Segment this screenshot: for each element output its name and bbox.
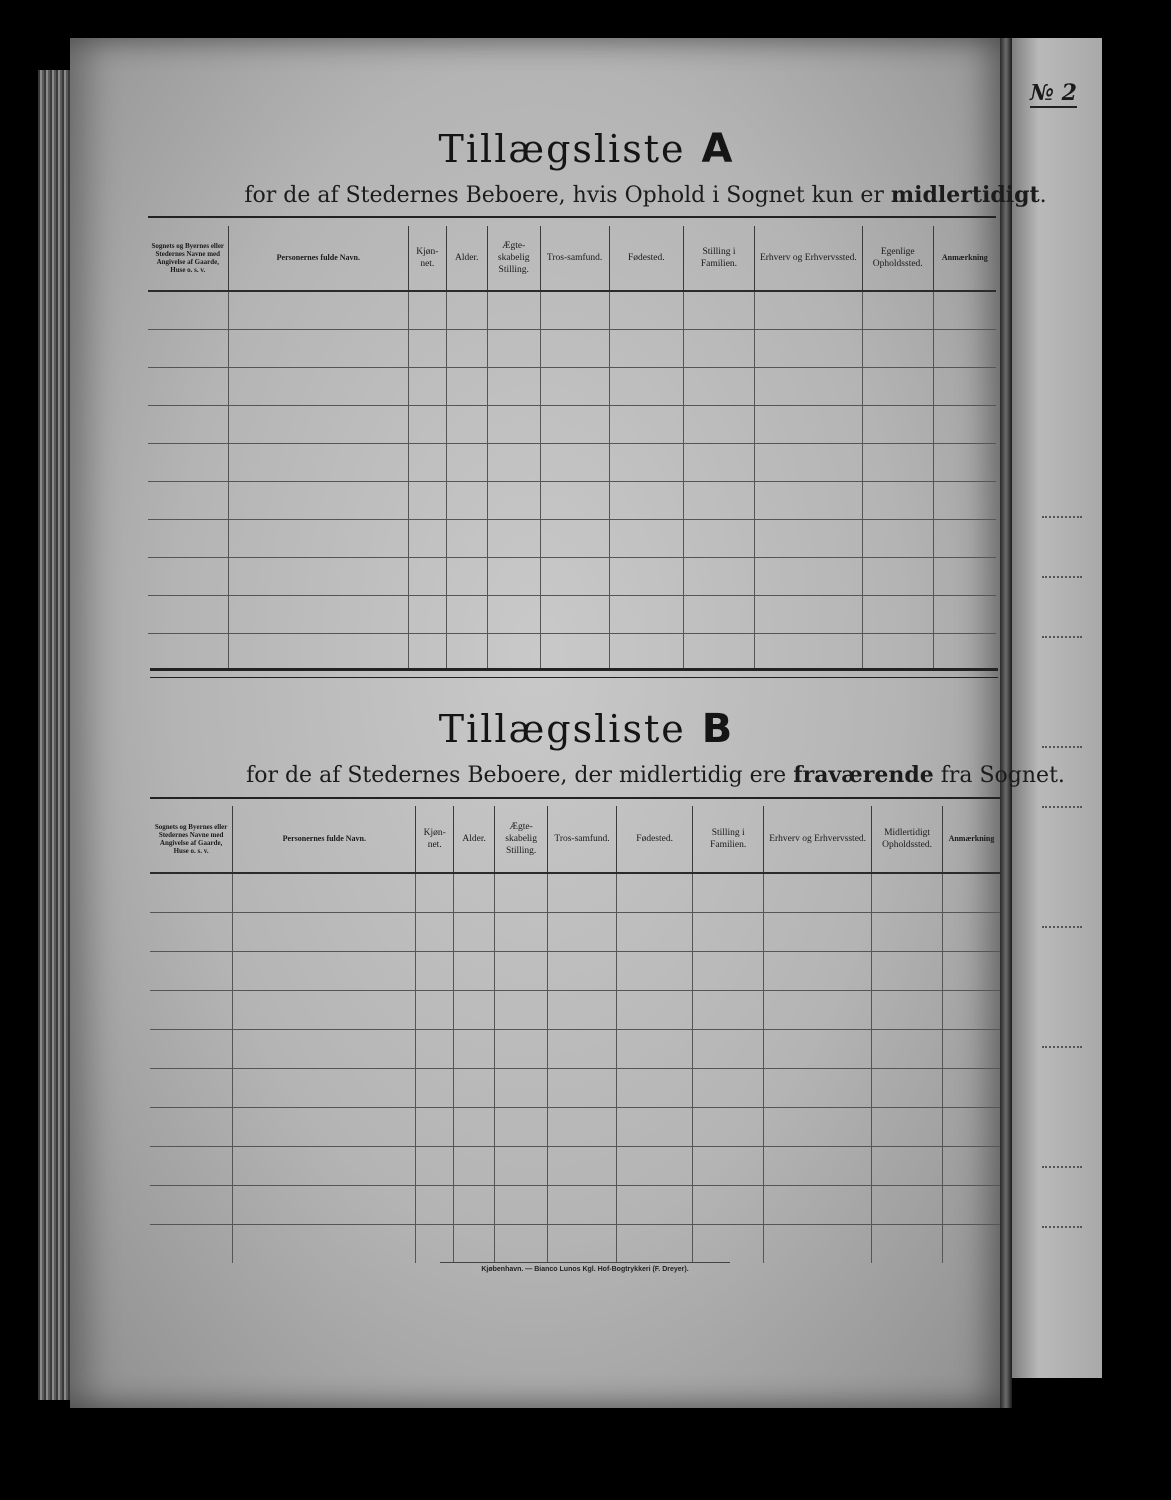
blank-cell — [409, 520, 447, 558]
blank-cell — [487, 406, 540, 444]
blank-cell — [693, 1030, 764, 1069]
blank-cell — [228, 444, 408, 482]
blank-cell — [233, 952, 416, 991]
blank-cell — [487, 634, 540, 672]
blank-cell — [454, 873, 495, 913]
blank-cell — [150, 1030, 233, 1069]
table-row — [148, 596, 996, 634]
blank-cell — [862, 634, 933, 672]
blank-cell — [487, 444, 540, 482]
blank-cell — [454, 1069, 495, 1108]
blank-cell — [409, 406, 447, 444]
blank-cell — [148, 330, 228, 368]
blank-cell — [487, 596, 540, 634]
blank-cell — [609, 520, 683, 558]
blank-cell — [454, 1186, 495, 1225]
blank-cell — [148, 444, 228, 482]
blank-cell — [148, 291, 228, 330]
blank-cell — [862, 482, 933, 520]
blank-cell — [540, 291, 609, 330]
blank-cell — [754, 406, 862, 444]
blank-cell — [446, 368, 487, 406]
blank-cell — [693, 1225, 764, 1264]
blank-cell — [148, 596, 228, 634]
blank-cell — [693, 873, 764, 913]
blank-cell — [409, 368, 447, 406]
column-header: Anmærkning — [942, 806, 1000, 873]
handwriting-mark — [1042, 918, 1082, 928]
list-a-top-rule — [148, 216, 996, 218]
blank-cell — [754, 558, 862, 596]
blank-cell — [228, 558, 408, 596]
blank-cell — [872, 873, 943, 913]
blank-cell — [454, 913, 495, 952]
blank-cell — [764, 1186, 872, 1225]
blank-cell — [409, 330, 447, 368]
blank-cell — [764, 873, 872, 913]
blank-cell — [540, 444, 609, 482]
blank-cell — [548, 1030, 617, 1069]
column-header: Alder. — [446, 226, 487, 291]
blank-cell — [233, 1030, 416, 1069]
list-b-table — [150, 806, 1000, 1263]
blank-cell — [609, 444, 683, 482]
list-a-subtitle: for de af Stedernes Beboere, hvis Ophold i Sognet kun er midlertidigt. — [244, 182, 1047, 208]
blank-cell — [764, 913, 872, 952]
blank-cell — [548, 913, 617, 952]
blank-cell — [487, 482, 540, 520]
list-a-bottom-rule-thin — [150, 677, 998, 678]
blank-cell — [942, 1069, 1000, 1108]
blank-cell — [446, 596, 487, 634]
blank-cell — [754, 444, 862, 482]
blank-cell — [684, 330, 755, 368]
blank-cell — [609, 558, 683, 596]
blank-cell — [617, 952, 693, 991]
blank-cell — [416, 991, 454, 1030]
blank-cell — [872, 913, 943, 952]
blank-cell — [228, 406, 408, 444]
blank-cell — [446, 444, 487, 482]
blank-cell — [446, 291, 487, 330]
blank-cell — [487, 330, 540, 368]
blank-cell — [862, 291, 933, 330]
list-b-subtitle: for de af Stedernes Beboere, der midlertidig ere fraværende fra Sognet. — [246, 762, 1065, 788]
column-header: Anmærkning — [933, 226, 996, 291]
blank-cell — [548, 1147, 617, 1186]
blank-cell — [454, 1030, 495, 1069]
blank-cell — [454, 991, 495, 1030]
blank-cell — [684, 482, 755, 520]
blank-cell — [862, 368, 933, 406]
table-row — [148, 558, 996, 596]
blank-cell — [446, 634, 487, 672]
list-b-title: Tillægsliste B — [438, 706, 733, 752]
blank-cell — [933, 634, 996, 672]
blank-cell — [942, 1030, 1000, 1069]
blank-cell — [228, 520, 408, 558]
list-b-top-rule — [150, 797, 1000, 799]
blank-cell — [540, 368, 609, 406]
blank-cell — [609, 482, 683, 520]
blank-cell — [693, 1147, 764, 1186]
blank-cell — [495, 1186, 548, 1225]
blank-cell — [754, 291, 862, 330]
blank-cell — [416, 873, 454, 913]
blank-cell — [495, 1069, 548, 1108]
column-header: Sognets og Byernes eller Stedernes Navne med Angivelse af Gaarde, Huse o. s. v. — [154, 823, 228, 855]
blank-cell — [862, 330, 933, 368]
blank-cell — [754, 596, 862, 634]
blank-cell — [148, 634, 228, 672]
blank-cell — [684, 444, 755, 482]
blank-cell — [933, 291, 996, 330]
blank-cell — [487, 520, 540, 558]
blank-cell — [150, 1147, 233, 1186]
column-header: Sognets og Byernes eller Stedernes Navne med Angivelse af Gaarde, Huse o. s. v. — [151, 242, 225, 274]
blank-cell — [409, 558, 447, 596]
blank-cell — [609, 596, 683, 634]
blank-cell — [942, 1225, 1000, 1264]
column-header: Personernes fulde Navn. — [228, 226, 408, 291]
blank-cell — [416, 1108, 454, 1147]
blank-cell — [495, 1108, 548, 1147]
column-header: Personernes fulde Navn. — [233, 806, 416, 873]
blank-cell — [446, 520, 487, 558]
blank-cell — [233, 873, 416, 913]
blank-cell — [148, 406, 228, 444]
blank-cell — [617, 1186, 693, 1225]
blank-cell — [454, 1147, 495, 1186]
column-header: Egenlige Opholdssted. — [862, 226, 933, 291]
blank-cell — [540, 482, 609, 520]
blank-cell — [872, 1108, 943, 1147]
handwriting-mark — [1042, 568, 1082, 578]
blank-cell — [942, 991, 1000, 1030]
blank-cell — [446, 330, 487, 368]
blank-cell — [495, 991, 548, 1030]
blank-cell — [617, 1069, 693, 1108]
blank-cell — [933, 368, 996, 406]
blank-cell — [933, 444, 996, 482]
printer-imprint: Kjøbenhavn. — Bianco Lunos Kgl. Hof-Bogtrykkeri (F. Dreyer). — [440, 1262, 730, 1273]
blank-cell — [487, 558, 540, 596]
blank-cell — [872, 991, 943, 1030]
table-row — [148, 330, 996, 368]
blank-cell — [233, 1069, 416, 1108]
blank-cell — [548, 1108, 617, 1147]
blank-cell — [495, 1225, 548, 1264]
blank-cell — [228, 291, 408, 330]
blank-cell — [754, 634, 862, 672]
column-header: Stilling i Familien. — [684, 226, 755, 291]
table-row — [148, 444, 996, 482]
blank-cell — [416, 1069, 454, 1108]
blank-cell — [416, 1147, 454, 1186]
blank-cell — [540, 558, 609, 596]
blank-cell — [764, 1108, 872, 1147]
table-row — [150, 952, 1000, 991]
blank-cell — [150, 1069, 233, 1108]
blank-cell — [409, 444, 447, 482]
blank-cell — [609, 291, 683, 330]
blank-cell — [150, 952, 233, 991]
blank-cell — [617, 991, 693, 1030]
blank-cell — [693, 913, 764, 952]
blank-cell — [548, 1069, 617, 1108]
blank-cell — [409, 596, 447, 634]
column-header: Tros-samfund. — [540, 226, 609, 291]
blank-cell — [495, 952, 548, 991]
handwriting-mark — [1042, 798, 1082, 808]
column-header: Alder. — [454, 806, 495, 873]
blank-cell — [495, 913, 548, 952]
blank-cell — [684, 558, 755, 596]
blank-cell — [495, 873, 548, 913]
blank-cell — [540, 520, 609, 558]
blank-cell — [684, 520, 755, 558]
table-row — [148, 368, 996, 406]
blank-cell — [150, 913, 233, 952]
handwriting-mark — [1042, 1158, 1082, 1168]
blank-cell — [684, 596, 755, 634]
blank-cell — [684, 634, 755, 672]
blank-cell — [684, 291, 755, 330]
blank-cell — [942, 1186, 1000, 1225]
blank-cell — [409, 291, 447, 330]
blank-cell — [933, 596, 996, 634]
list-a-title: Tillægsliste A — [438, 126, 733, 172]
blank-cell — [150, 1186, 233, 1225]
blank-cell — [487, 291, 540, 330]
table-row — [150, 1225, 1000, 1264]
column-header: Kjøn-net. — [416, 806, 454, 873]
blank-cell — [764, 1147, 872, 1186]
blank-cell — [409, 634, 447, 672]
blank-cell — [862, 596, 933, 634]
blank-cell — [693, 1069, 764, 1108]
blank-cell — [933, 558, 996, 596]
blank-cell — [233, 1108, 416, 1147]
blank-cell — [872, 1069, 943, 1108]
table-row — [148, 520, 996, 558]
column-header: Ægte-skabelig Stilling. — [487, 226, 540, 291]
handwriting-mark — [1042, 1218, 1082, 1228]
blank-cell — [872, 1225, 943, 1264]
blank-cell — [764, 1030, 872, 1069]
blank-cell — [942, 873, 1000, 913]
table-row — [150, 1108, 1000, 1147]
blank-cell — [416, 913, 454, 952]
blank-cell — [495, 1147, 548, 1186]
blank-cell — [228, 596, 408, 634]
blank-cell — [693, 1108, 764, 1147]
blank-cell — [148, 368, 228, 406]
column-header: Fødested. — [609, 226, 683, 291]
blank-cell — [872, 1147, 943, 1186]
blank-cell — [617, 873, 693, 913]
blank-cell — [548, 1186, 617, 1225]
blank-cell — [228, 330, 408, 368]
blank-cell — [872, 1186, 943, 1225]
table-row — [150, 991, 1000, 1030]
blank-cell — [150, 1108, 233, 1147]
blank-cell — [754, 330, 862, 368]
blank-cell — [693, 991, 764, 1030]
blank-cell — [540, 330, 609, 368]
table-row — [150, 873, 1000, 913]
blank-cell — [409, 482, 447, 520]
table-row — [150, 1147, 1000, 1186]
blank-cell — [693, 1186, 764, 1225]
blank-cell — [942, 1147, 1000, 1186]
blank-cell — [754, 482, 862, 520]
blank-cell — [228, 368, 408, 406]
blank-cell — [872, 1030, 943, 1069]
blank-cell — [754, 520, 862, 558]
blank-cell — [548, 1225, 617, 1264]
column-header: Tros-samfund. — [548, 806, 617, 873]
blank-cell — [233, 1186, 416, 1225]
table-row — [148, 406, 996, 444]
blank-cell — [228, 482, 408, 520]
blank-cell — [942, 952, 1000, 991]
blank-cell — [416, 1225, 454, 1264]
handwriting-mark — [1042, 628, 1082, 638]
blank-cell — [454, 952, 495, 991]
column-header: Fødested. — [617, 806, 693, 873]
blank-cell — [416, 1186, 454, 1225]
blank-cell — [933, 330, 996, 368]
blank-cell — [754, 368, 862, 406]
blank-cell — [609, 330, 683, 368]
blank-cell — [609, 634, 683, 672]
column-header: Stilling i Familien. — [693, 806, 764, 873]
blank-cell — [617, 1108, 693, 1147]
blank-cell — [416, 1030, 454, 1069]
blank-cell — [233, 991, 416, 1030]
blank-cell — [446, 482, 487, 520]
blank-cell — [233, 1147, 416, 1186]
blank-cell — [495, 1030, 548, 1069]
blank-cell — [446, 406, 487, 444]
blank-cell — [684, 406, 755, 444]
blank-cell — [617, 1225, 693, 1264]
column-header: Ægte-skabelig Stilling. — [495, 806, 548, 873]
list-a-table — [148, 226, 996, 671]
handwriting-mark — [1042, 1038, 1082, 1048]
blank-cell — [862, 444, 933, 482]
blank-cell — [540, 596, 609, 634]
blank-cell — [693, 952, 764, 991]
blank-cell — [150, 873, 233, 913]
blank-cell — [684, 368, 755, 406]
blank-cell — [933, 482, 996, 520]
blank-cell — [148, 482, 228, 520]
blank-cell — [548, 952, 617, 991]
blank-cell — [548, 873, 617, 913]
blank-cell — [933, 406, 996, 444]
blank-cell — [617, 913, 693, 952]
blank-cell — [150, 991, 233, 1030]
sheet-number: № 2 — [1030, 80, 1077, 106]
blank-cell — [764, 991, 872, 1030]
blank-cell — [454, 1108, 495, 1147]
blank-cell — [764, 952, 872, 991]
table-row — [150, 913, 1000, 952]
table-row — [150, 1069, 1000, 1108]
column-header: Erhverv og Erhvervssted. — [754, 226, 862, 291]
blank-cell — [487, 368, 540, 406]
table-row — [148, 634, 996, 672]
table-row — [148, 482, 996, 520]
blank-cell — [233, 913, 416, 952]
list-a-bottom-rule — [150, 668, 998, 671]
blank-cell — [764, 1225, 872, 1264]
blank-cell — [617, 1030, 693, 1069]
blank-cell — [540, 634, 609, 672]
table-row — [148, 291, 996, 330]
blank-cell — [148, 520, 228, 558]
handwriting-mark — [1042, 508, 1082, 518]
blank-cell — [942, 1108, 1000, 1147]
blank-cell — [548, 991, 617, 1030]
blank-cell — [150, 1225, 233, 1264]
blank-cell — [540, 406, 609, 444]
blank-cell — [446, 558, 487, 596]
blank-cell — [764, 1069, 872, 1108]
column-header: Midlertidigt Opholdssted. — [872, 806, 943, 873]
blank-cell — [228, 634, 408, 672]
blank-cell — [617, 1147, 693, 1186]
table-row — [150, 1030, 1000, 1069]
blank-cell — [862, 406, 933, 444]
table-row — [150, 1186, 1000, 1225]
blank-cell — [416, 952, 454, 991]
blank-cell — [609, 406, 683, 444]
blank-cell — [933, 520, 996, 558]
blank-cell — [872, 952, 943, 991]
blank-cell — [148, 558, 228, 596]
blank-cell — [454, 1225, 495, 1264]
blank-cell — [862, 558, 933, 596]
column-header: Erhverv og Erhvervssted. — [764, 806, 872, 873]
blank-cell — [862, 520, 933, 558]
blank-cell — [942, 913, 1000, 952]
blank-cell — [609, 368, 683, 406]
blank-cell — [233, 1225, 416, 1264]
column-header: Kjøn-net. — [409, 226, 447, 291]
